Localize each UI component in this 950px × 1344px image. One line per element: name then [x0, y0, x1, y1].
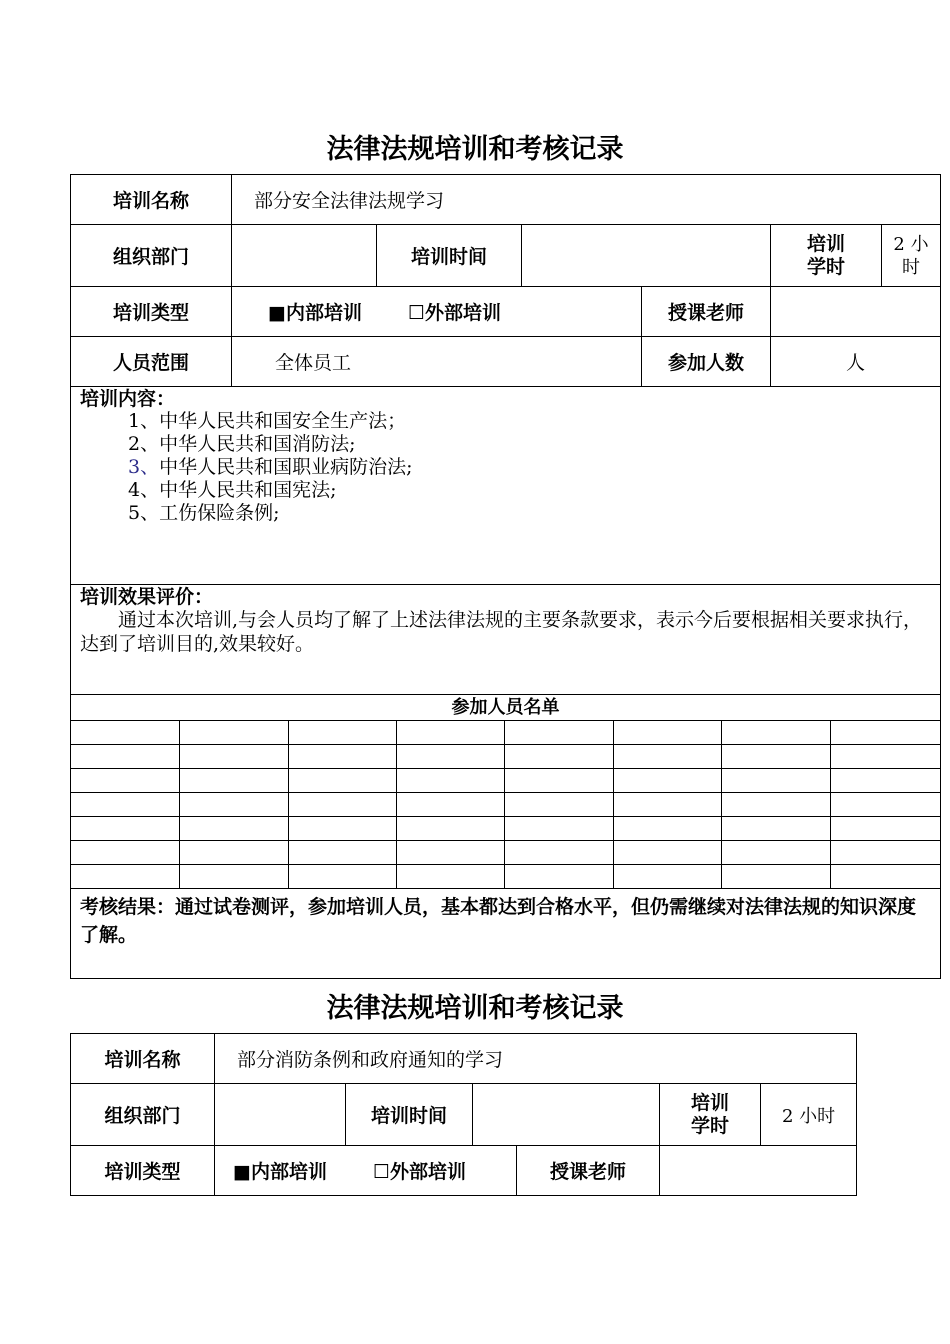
table-row: [71, 768, 940, 792]
training-type-label: 培训类型: [71, 287, 232, 337]
table-row: [71, 720, 940, 744]
training-name-value-2: 部分消防条例和政府通知的学习: [215, 1034, 857, 1084]
list-item: 5、工伤保险条例;: [128, 502, 280, 524]
training-evaluation-text: 通过本次培训,与会人员均了解了上述法律法规的主要条款要求，表示今后要根据相关要求执行，达到了培训目的,效果较好。: [80, 609, 923, 655]
hours-label-line1-2: 培训: [690, 1091, 729, 1114]
instructor-label-2: 授课老师: [517, 1146, 660, 1196]
list-item: 3、中华人民共和国职业病防治法;: [128, 456, 413, 478]
training-hours-label: [771, 225, 882, 287]
internal-training-checkbox-2[interactable]: ■内部培训: [233, 1161, 327, 1183]
table-row: [71, 792, 940, 816]
scope-value: 全体员工: [232, 337, 642, 387]
instructor-value: [771, 287, 941, 337]
participants-label: 参加人数: [642, 337, 771, 387]
training-hours-label-2: [660, 1084, 761, 1146]
instructor-value-2: [660, 1146, 857, 1196]
organizer-label: 组织部门: [71, 225, 232, 287]
organizer-label-2: 组织部门: [71, 1084, 215, 1146]
hours-label-line1: 培训: [806, 232, 845, 255]
training-content-list: [80, 410, 931, 525]
table-row: [71, 864, 940, 888]
hours-value-line1: 2 小: [893, 233, 929, 255]
scope-label: 人员范围: [71, 337, 232, 387]
training-content-section: [71, 387, 941, 585]
training-type-options-2: [215, 1146, 517, 1196]
record1-title: 法律法规培训和考核记录: [326, 134, 624, 165]
training-name-value: 部分安全法律法规学习: [232, 175, 941, 225]
list-item: 2、中华人民共和国消防法;: [128, 433, 356, 455]
organizer-value-2: [215, 1084, 346, 1146]
internal-training-checkbox[interactable]: ■内部培训: [268, 302, 362, 324]
hours-label-line2-2: 学时: [690, 1114, 729, 1137]
external-training-checkbox-2[interactable]: ☐外部培训: [372, 1161, 466, 1183]
training-time-label: 培训时间: [377, 225, 522, 287]
instructor-label: 授课老师: [642, 287, 771, 337]
training-hours-value-2: 2 小时: [761, 1084, 857, 1146]
list-item: 1、中华人民共和国安全生产法；: [128, 410, 407, 432]
training-time-value-2: [473, 1084, 660, 1146]
training-evaluation-section: [71, 585, 941, 695]
training-time-label-2: 培训时间: [346, 1084, 473, 1146]
list-item: 4、中华人民共和国宪法;: [128, 479, 337, 501]
record1-form: [70, 174, 941, 979]
training-name-label-2: 培训名称: [71, 1034, 215, 1084]
table-row: [71, 744, 940, 768]
participant-roster: [71, 695, 941, 889]
training-name-label: 培训名称: [71, 175, 232, 225]
table-row: [71, 816, 940, 840]
roster-grid: [71, 720, 940, 888]
external-training-checkbox[interactable]: ☐外部培训: [407, 302, 501, 324]
organizer-value: [232, 225, 377, 287]
training-time-value: [522, 225, 771, 287]
table-row: [71, 840, 940, 864]
participants-value: 人: [771, 337, 941, 387]
hours-value-line2: 时: [902, 256, 920, 278]
record2-title: 法律法规培训和考核记录: [326, 993, 624, 1024]
exam-result-section: [71, 889, 941, 979]
roster-heading: 参加人员名单: [71, 695, 940, 720]
exam-result-text: 考核结果：通过试卷测评，参加培训人员，基本都达到合格水平，但仍需继续对法律法规的知识深度了解。: [80, 896, 917, 946]
training-hours-value: [882, 225, 941, 287]
training-content-heading: 培训内容：: [80, 388, 176, 410]
record2-form: [70, 1033, 857, 1196]
training-evaluation-heading: 培训效果评价：: [80, 586, 214, 608]
hours-label-line2: 学时: [806, 255, 845, 278]
training-type-options: [232, 287, 642, 337]
training-type-label-2: 培训类型: [71, 1146, 215, 1196]
